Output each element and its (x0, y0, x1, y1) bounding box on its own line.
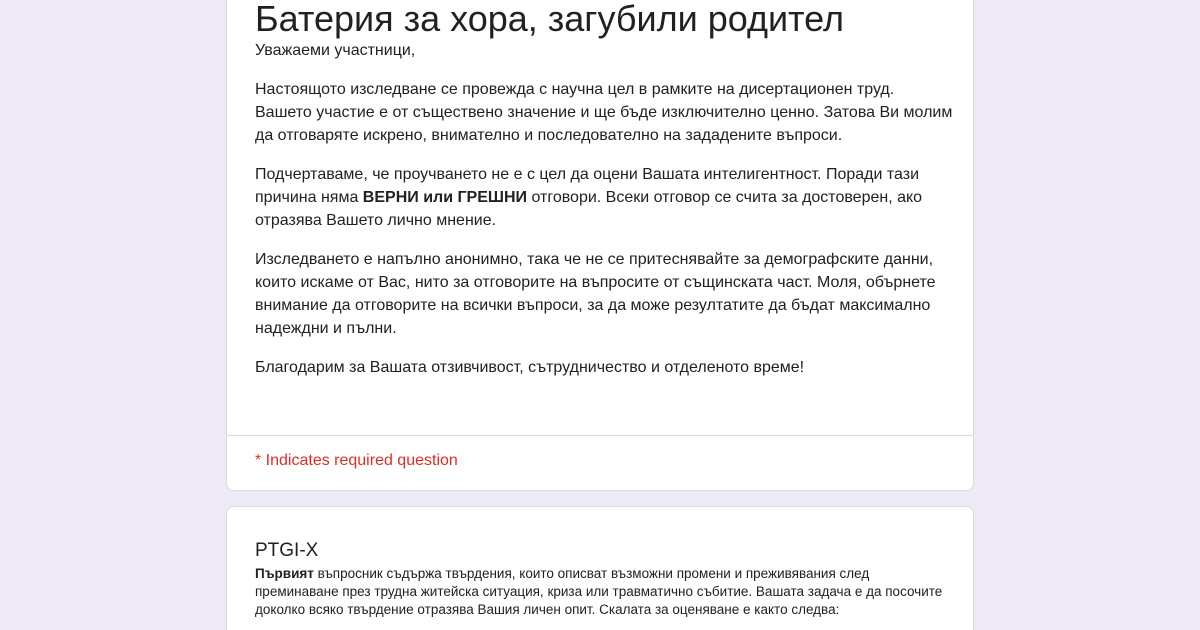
description-paragraph: Изследването е напълно анонимно, така че не се притеснявайте за демографските данни, които искаме от Вас, нито за отговорите на въпросите от същинската част. Моля, обърнете внимание да отговорите на всички въпроси, за да може резултатите да бъдат максимално надеждни и пълни. (255, 251, 936, 337)
section-title: PTGI-X (255, 540, 319, 561)
section-card (226, 506, 974, 630)
section-description (255, 565, 949, 619)
description-text: Подчертаваме, че проучването не е с цел да оцени Вашата интелигентност. Поради тази причина няма (255, 166, 919, 206)
description-text: отговори. Всеки отговор се счита за достоверен, ако отразява Вашето лично мнение. (255, 189, 923, 229)
form-header-card (226, 0, 974, 491)
description-paragraph: Благодарим за Вашата отзивчивост, сътрудничество и отделеното време! (255, 359, 805, 376)
required-note: * Indicates required question (255, 452, 458, 469)
description-greeting: Уважаеми участници, (255, 42, 416, 59)
section-description-bold: Първият (255, 566, 314, 581)
description-paragraph (255, 163, 955, 232)
form-description (255, 39, 955, 395)
section-description-text: въпросник съдържа твърдения, които описват възможни промени и преживявания след преминаване през трудна житейска ситуация, криза или травматично събитие. Вашата задача е да посочите доколко всяко твърдение отразява Вашия личен опит. Скалата за оценяване е както следва: (255, 566, 943, 617)
description-bold-text: ВЕРНИ или ГРЕШНИ (362, 189, 528, 206)
description-paragraph: Настоящото изследване се провежда с научна цел в рамките на дисертационен труд. Вашето участие е от съществено значение и ще бъде изключително ценно. Затова Ви молим да отговаряте искрено, внимателно и последователно на зададените въпроси. (255, 81, 953, 144)
form-title: Батерия за хора, загубили родител (255, 0, 844, 39)
header-divider (227, 435, 973, 436)
